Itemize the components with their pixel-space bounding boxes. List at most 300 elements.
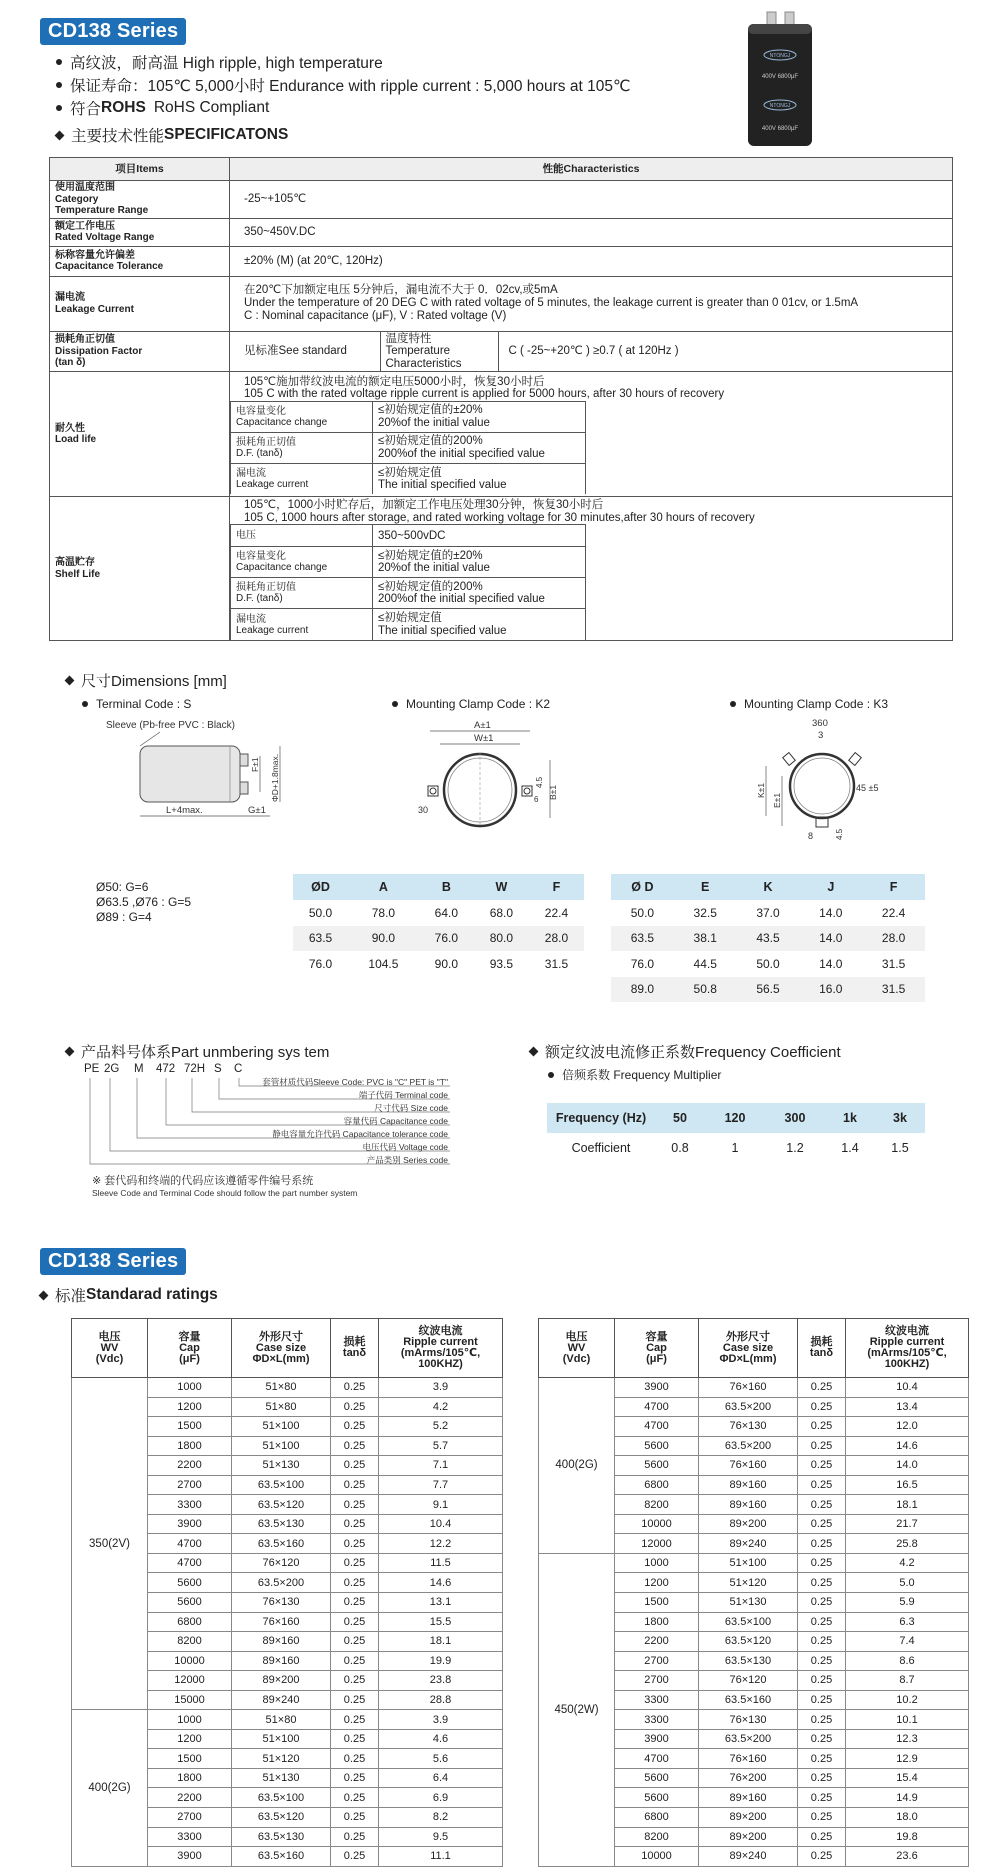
rating-cell: 10000 [615, 1847, 699, 1867]
rating-cell: 3900 [615, 1729, 699, 1749]
rating-cell: 0.25 [331, 1397, 379, 1417]
rating-cell: 89×200 [699, 1514, 798, 1534]
rating-cell: 0.25 [798, 1710, 846, 1730]
rohs-text: RoHS Compliant [153, 99, 270, 116]
shelf-life-value: 105℃，1000小时贮存后，加额定工作电压处理30分钟，恢复30小时后 105 C, 1000 hours after storage, and rated working voltage for 30 minutes,after 30 hours of recovery 电压 350~500vDC 电容量变化 Capacitance change ≤初始规定值的±20% 20%of the initial value 损耗角正切值 D.F. (tanδ) ≤初始规定值的200% 200%of the initial specified value 漏电流 Leakage current ≤初始规定值 The initial specified value [230, 497, 953, 641]
rating-cell: 5.6 [379, 1749, 503, 1769]
rating-cell: 89×240 [699, 1534, 798, 1554]
rating-cell: 1200 [615, 1573, 699, 1593]
rating-cell: 2700 [615, 1651, 699, 1671]
rating-cell: 0.25 [331, 1710, 379, 1730]
rohs-prefix: 符合 [70, 101, 102, 118]
df-temp: 温度特性 Temperature Characteristics [380, 332, 498, 372]
pn-label: 套管材质代码Sleeve Code: PVC is "C" PET is "T" [262, 1077, 448, 1087]
rating-cell: 7.7 [379, 1475, 503, 1495]
rating-cell: 63.5×120 [232, 1495, 331, 1515]
rating-cell: 5.2 [379, 1417, 503, 1437]
table-row: 89.0 50.8 56.5 16.0 31.5 [611, 977, 925, 1003]
col-header: F [862, 874, 925, 900]
rating-cell: 89×200 [699, 1827, 798, 1847]
spec-heading [56, 124, 288, 146]
rating-cell: 76×200 [699, 1768, 798, 1788]
capacitor-product-image [745, 10, 815, 148]
rating-cell: 2200 [148, 1456, 232, 1476]
rating-cell: 21.7 [846, 1514, 969, 1534]
rating-cell: 89×240 [699, 1847, 798, 1867]
table-row: 76.0 44.5 50.0 14.0 31.5 [630, 956, 906, 971]
rating-cell: 51×130 [699, 1593, 798, 1613]
k2-clamp-drawing [410, 718, 570, 843]
rating-cell: 12.3 [846, 1729, 969, 1749]
col-items: 项目Items [50, 158, 230, 181]
rating-cell: 12000 [615, 1534, 699, 1554]
rating-cell: 10.4 [379, 1514, 503, 1534]
rating-cell: 0.25 [331, 1593, 379, 1613]
rating-cell: 0.25 [331, 1417, 379, 1437]
rating-cell: 10000 [615, 1514, 699, 1534]
rating-cell: 2700 [615, 1671, 699, 1691]
col-header: Frequency (Hz) [547, 1103, 655, 1133]
col-header: 纹波电流 Ripple current (mArms/105℃, 100KHZ) [379, 1319, 503, 1378]
terminal-s-drawing [100, 716, 300, 836]
product-brand-text: NTONGJ [769, 53, 791, 59]
product-label-bottom: 400V 6800μF [761, 126, 799, 132]
rating-cell: 63.5×160 [232, 1847, 331, 1867]
dim-45-5: 45 ±5 [856, 783, 879, 793]
spec-item: 额定工作电压 Rated Voltage Range [50, 218, 230, 246]
rating-cell: 0.25 [331, 1514, 379, 1534]
rating-cell: 3.9 [379, 1710, 503, 1730]
ratings-series-badge: CD138 Series [40, 1248, 186, 1275]
rating-cell: 15.4 [846, 1768, 969, 1788]
rating-cell: 0.25 [331, 1749, 379, 1769]
feature-text: 高纹波，耐高温 High ripple, high temperature [70, 55, 383, 72]
g-note: Ø63.5 ,Ø76 : G=5 [96, 895, 192, 909]
rating-cell: 6800 [615, 1475, 699, 1495]
rating-cell: 8.7 [846, 1671, 969, 1691]
rating-cell: 51×80 [232, 1710, 331, 1730]
rating-cell: 19.8 [846, 1827, 969, 1847]
rating-cell: 18.1 [846, 1495, 969, 1515]
rating-cell: 0.25 [798, 1612, 846, 1632]
voltage-group: 400(2G) [539, 1378, 615, 1554]
g-notes [96, 880, 191, 925]
rating-cell: 0.25 [798, 1417, 846, 1437]
spec-item: 使用温度范围 Category Temperature Range [50, 181, 230, 219]
rating-cell: 10.2 [846, 1690, 969, 1710]
table-row [539, 1553, 969, 1573]
col-header: 损耗 tanδ [798, 1319, 846, 1378]
rating-cell: 12.0 [846, 1417, 969, 1437]
rating-cell: 51×100 [699, 1553, 798, 1573]
rating-cell: 0.25 [798, 1847, 846, 1867]
rating-cell: 5.7 [379, 1436, 503, 1456]
rating-cell: 0.25 [331, 1534, 379, 1554]
rating-cell: 63.5×120 [699, 1632, 798, 1652]
bullet-dot-icon [82, 701, 88, 707]
rating-cell: 28.8 [379, 1690, 503, 1710]
pn-note-cn: ※ 套代码和终端的代码应该遵循零件编号系统 [92, 1175, 314, 1187]
col-header: 电压 WV (Vdc) [72, 1319, 148, 1378]
col-header: 外形尺寸 Case size ΦD×L(mm) [699, 1319, 798, 1378]
rating-cell: 15.5 [379, 1612, 503, 1632]
rating-cell: 8200 [148, 1632, 232, 1652]
rating-cell: 0.25 [331, 1573, 379, 1593]
dim-4-5: 4.5 [835, 828, 844, 840]
spec-value: ±20% (M) (at 20℃, 120Hz) [230, 246, 953, 276]
dim-e1: E±1 [772, 792, 782, 808]
rating-cell: 5.0 [846, 1573, 969, 1593]
rating-cell: 1800 [615, 1612, 699, 1632]
rating-cell: 3300 [615, 1710, 699, 1730]
rating-cell: 14.0 [846, 1456, 969, 1476]
rating-cell: 3900 [148, 1514, 232, 1534]
dim-45: 4.5 [535, 776, 544, 788]
col-header: J [799, 874, 862, 900]
rating-cell: 25.8 [846, 1534, 969, 1554]
rating-cell: 1500 [615, 1593, 699, 1613]
rating-cell: 0.25 [331, 1847, 379, 1867]
col-header: K [737, 874, 800, 900]
rating-cell: 1000 [148, 1710, 232, 1730]
dim-l4: L+4max. [166, 805, 203, 816]
df-value [230, 331, 953, 372]
rating-cell: 0.25 [331, 1553, 379, 1573]
rating-cell: 19.9 [379, 1651, 503, 1671]
rating-cell: 12.2 [379, 1534, 503, 1554]
rating-cell: 0.25 [331, 1729, 379, 1749]
rating-cell: 9.5 [379, 1827, 503, 1847]
rating-cell: 63.5×160 [699, 1690, 798, 1710]
rating-cell: 51×120 [232, 1749, 331, 1769]
rating-cell: 76×130 [232, 1593, 331, 1613]
rating-cell: 76×160 [232, 1612, 331, 1632]
rating-cell: 5600 [148, 1573, 232, 1593]
rating-cell: 16.5 [846, 1475, 969, 1495]
rating-cell: 4700 [148, 1534, 232, 1554]
rating-cell: 51×100 [232, 1417, 331, 1437]
spec-heading-cn: 主要技术性能 [71, 128, 165, 145]
rating-cell: 0.25 [798, 1553, 846, 1573]
table-row: 50.0 78.0 64.0 68.0 22.4 [308, 905, 569, 920]
rating-cell: 10000 [148, 1651, 232, 1671]
pn-label: 产品类别 Series code [366, 1155, 448, 1165]
rating-cell: 1800 [148, 1436, 232, 1456]
col-header: 3k [875, 1103, 925, 1133]
rating-cell: 63.5×200 [699, 1397, 798, 1417]
pn-label: 端子代码 Terminal code [358, 1090, 448, 1100]
rating-cell: 51×80 [232, 1378, 331, 1398]
col-header: W [474, 874, 529, 900]
spec-item: 高温贮存 Shelf Life [50, 497, 230, 641]
col-header: 容量 Cap (μF) [148, 1319, 232, 1378]
dim-k1: K±1 [756, 782, 766, 798]
diamond-bullet-icon [65, 1047, 75, 1057]
dimension-table-k2 [293, 874, 584, 977]
table-row [539, 1378, 969, 1398]
rating-cell: 9.1 [379, 1495, 503, 1515]
diamond-bullet-icon [39, 1290, 49, 1300]
rating-cell: 4.2 [379, 1397, 503, 1417]
table-row: 76.0 104.5 90.0 93.5 31.5 [308, 956, 569, 971]
spec-item: 标称容量允许偏差 Capacitance Tolerance [50, 246, 230, 276]
rating-cell: 4700 [148, 1553, 232, 1573]
rating-cell: 89×200 [699, 1808, 798, 1828]
rating-cell: 0.25 [798, 1788, 846, 1808]
rating-cell: 0.25 [798, 1593, 846, 1613]
col-header: 120 [705, 1103, 765, 1133]
rating-cell: 0.25 [798, 1671, 846, 1691]
rating-cell: 0.25 [331, 1788, 379, 1808]
dim-d18: ΦD+1.8max. [270, 753, 280, 802]
terminal-code-label: Terminal Code : S [82, 697, 191, 711]
rating-cell: 11.1 [379, 1847, 503, 1867]
bullet-dot-icon [56, 105, 62, 111]
col-header: A [348, 874, 419, 900]
rating-cell: 0.25 [798, 1632, 846, 1652]
rating-cell: 1500 [148, 1749, 232, 1769]
dim-f1: F±1 [250, 757, 260, 772]
rating-cell: 3900 [148, 1847, 232, 1867]
diamond-bullet-icon [65, 676, 75, 686]
spec-item: 耐久性 Load life [50, 372, 230, 497]
rating-cell: 89×160 [232, 1651, 331, 1671]
dim-360: 360 [812, 718, 828, 729]
rating-cell: 1200 [148, 1397, 232, 1417]
rating-cell: 1000 [615, 1553, 699, 1573]
pn-code-m: M [134, 1063, 144, 1075]
rating-cell: 14.6 [379, 1573, 503, 1593]
pn-code-472: 472 [156, 1063, 176, 1075]
dim-30: 30 [418, 805, 429, 815]
df-standard: 见标准See standard [230, 332, 380, 372]
svg-text:NTONGJ: NTONGJ [769, 103, 791, 109]
rating-cell: 3300 [615, 1690, 699, 1710]
rating-cell: 0.25 [798, 1749, 846, 1769]
rating-cell: 2200 [615, 1632, 699, 1652]
col-header: 电压 WV (Vdc) [539, 1319, 615, 1378]
pn-code-c: C [234, 1063, 243, 1075]
rating-cell: 1500 [148, 1417, 232, 1437]
rating-cell: 0.25 [331, 1475, 379, 1495]
rating-cell: 7.1 [379, 1456, 503, 1476]
spec-value: 350~450V.DC [230, 218, 953, 246]
dim-8: 8 [808, 831, 814, 841]
rating-cell: 89×160 [699, 1788, 798, 1808]
dim-g1: G±1 [248, 805, 266, 816]
load-life-value: 105℃施加带纹波电流的额定电压5000小时，恢复30小时后 105 C with the rated voltage ripple current is applied for 5000 hours, after 30 hours of recovery 电容量变化 Capacitance change ≤初始规定值的±20% 20%of the initial value 损耗角正切值 D.F. (tanδ) ≤初始规定值的200% 200%of the initial specified value 漏电流 Leakage current ≤初始规定值 The initial specified value [230, 372, 953, 497]
rating-cell: 0.25 [331, 1612, 379, 1632]
ratings-heading: 标准 Standarad ratings [40, 1284, 218, 1306]
rating-cell: 4700 [615, 1417, 699, 1437]
rating-cell: 0.25 [331, 1632, 379, 1652]
col-header: 损耗 tanδ [331, 1319, 379, 1378]
diamond-bullet-icon [55, 130, 65, 140]
rating-cell: 12000 [148, 1671, 232, 1691]
rating-cell: 8200 [615, 1495, 699, 1515]
table-row [72, 1710, 503, 1730]
rating-cell: 2700 [148, 1475, 232, 1495]
rating-cell: 1200 [148, 1729, 232, 1749]
bullet-dot-icon [730, 701, 736, 707]
rating-cell: 10.1 [846, 1710, 969, 1730]
spec-item: 损耗角正切值 Dissipation Factor (tan δ) [50, 331, 230, 372]
col-header: 50 [655, 1103, 705, 1133]
rating-cell: 8.6 [846, 1651, 969, 1671]
rating-cell: 5600 [148, 1593, 232, 1613]
rating-cell: 51×80 [232, 1397, 331, 1417]
rating-cell: 89×200 [232, 1671, 331, 1691]
rating-cell: 63.5×100 [699, 1612, 798, 1632]
rating-cell: 0.25 [798, 1827, 846, 1847]
series-badge: CD138 Series [40, 18, 186, 45]
rating-cell: 8.2 [379, 1808, 503, 1828]
rating-cell: 6800 [148, 1612, 232, 1632]
sleeve-label: Sleeve (Pb-free PVC : Black) [106, 720, 235, 731]
rating-cell: 76×130 [699, 1417, 798, 1437]
rating-cell: 0.25 [331, 1378, 379, 1398]
rating-cell: 23.6 [846, 1847, 969, 1867]
rating-cell: 0.25 [331, 1827, 379, 1847]
bullet-dot-icon [56, 59, 62, 65]
rating-cell: 0.25 [798, 1534, 846, 1554]
dim-b1: B±1 [548, 784, 558, 800]
col-header: ØD [293, 874, 348, 900]
rohs-bold: ROHS [101, 99, 146, 116]
rating-cell: 15000 [148, 1690, 232, 1710]
rating-cell: 12.9 [846, 1749, 969, 1769]
rating-cell: 51×130 [232, 1456, 331, 1476]
rating-cell: 0.25 [331, 1495, 379, 1515]
col-header: E [674, 874, 737, 900]
rating-cell: 0.25 [798, 1651, 846, 1671]
rating-cell: 63.5×130 [232, 1514, 331, 1534]
rating-cell: 13.1 [379, 1593, 503, 1613]
rating-cell: 0.25 [331, 1690, 379, 1710]
rating-cell: 0.25 [331, 1651, 379, 1671]
spec-heading-en: SPECIFICATONS [164, 126, 289, 143]
feature-bullet [56, 74, 630, 96]
rating-cell: 10.4 [846, 1378, 969, 1398]
rating-cell: 51×130 [232, 1768, 331, 1788]
rating-cell: 0.25 [331, 1768, 379, 1788]
pn-code-2g: 2G [104, 1063, 120, 1075]
rating-cell: 3300 [148, 1495, 232, 1515]
rating-cell: 3.9 [379, 1378, 503, 1398]
rating-cell: 3900 [615, 1378, 699, 1398]
rating-cell: 4700 [615, 1397, 699, 1417]
table-row: 63.5 90.0 76.0 80.0 28.0 [293, 926, 584, 952]
leakage-value: 在20℃下加额定电压 5分钟后，漏电流不大于 0．02cv,或5mA Under the temperature of 20 DEG C with rated voltage of 5 minutes, the leakage current is greater than 0 01cv, or 1.5mA C : Nominal capacitance (μF), V : Rated voltage (V) [230, 276, 953, 331]
feature-bullet [56, 97, 269, 119]
rating-cell: 76×120 [232, 1553, 331, 1573]
col-header: 容量 Cap (μF) [615, 1319, 699, 1378]
rating-cell: 23.8 [379, 1671, 503, 1691]
rating-cell: 0.25 [798, 1495, 846, 1515]
rating-cell: 4700 [615, 1749, 699, 1769]
frequency-sub: 倍频系数 Frequency Multiplier [548, 1066, 721, 1083]
rating-cell: 6.9 [379, 1788, 503, 1808]
product-label-top: 400V 6800μF [761, 74, 799, 80]
dim-a1: A±1 [474, 720, 491, 731]
g-note: Ø89 : G=4 [96, 910, 152, 924]
rating-cell: 4.6 [379, 1729, 503, 1749]
frequency-heading: 额定纹波电流修正系数Frequency Coefficient [530, 1041, 841, 1062]
rating-cell: 0.25 [798, 1768, 846, 1788]
table-row [72, 1378, 503, 1398]
rating-cell: 0.25 [798, 1397, 846, 1417]
rating-cell: 89×160 [232, 1632, 331, 1652]
table-row: 63.5 38.1 43.5 14.0 28.0 [611, 926, 925, 952]
rating-cell: 51×100 [232, 1729, 331, 1749]
rating-cell: 0.25 [331, 1808, 379, 1828]
rating-cell: 5600 [615, 1456, 699, 1476]
rating-cell: 18.0 [846, 1808, 969, 1828]
rating-cell: 0.25 [798, 1729, 846, 1749]
rating-cell: 2700 [148, 1808, 232, 1828]
feature-bullet [56, 51, 383, 73]
rating-cell: 76×160 [699, 1378, 798, 1398]
rating-cell: 89×160 [699, 1495, 798, 1515]
pn-label: 容量代码 Capacitance code [343, 1116, 448, 1126]
k3-clamp-drawing [752, 716, 912, 844]
rating-cell: 51×120 [699, 1573, 798, 1593]
rating-cell: 1000 [148, 1378, 232, 1398]
rating-cell: 63.5×200 [232, 1573, 331, 1593]
col-characteristics: 性能Characteristics [230, 158, 953, 181]
rating-cell: 0.25 [331, 1671, 379, 1691]
part-number-heading: 产品料号体系Part unmbering sys tem [66, 1041, 329, 1062]
table-row: Coefficient 0.8 1 1.2 1.4 1.5 [571, 1141, 909, 1155]
k3-code-label: Mounting Clamp Code : K3 [730, 697, 888, 711]
col-header: 纹波电流 Ripple current (mArms/105℃, 100KHZ) [846, 1319, 969, 1378]
rating-cell: 63.5×120 [232, 1808, 331, 1828]
voltage-group: 350(2V) [72, 1378, 148, 1710]
rating-cell: 0.25 [798, 1378, 846, 1398]
rating-cell: 5.9 [846, 1593, 969, 1613]
dimensions-heading: 尺寸Dimensions [mm] [66, 670, 227, 691]
df-condition: C ( -25~+20℃ ) ≥0.7 ( at 120Hz ) [508, 345, 679, 357]
k2-code-label: Mounting Clamp Code : K2 [392, 697, 550, 711]
rating-cell: 5600 [615, 1436, 699, 1456]
g-note: Ø50: G=6 [96, 880, 149, 894]
rating-cell: 13.4 [846, 1397, 969, 1417]
rating-cell: 2200 [148, 1788, 232, 1808]
rating-cell: 76×120 [699, 1671, 798, 1691]
rating-cell: 63.5×100 [232, 1788, 331, 1808]
rating-cell: 76×130 [699, 1710, 798, 1730]
rating-cell: 11.5 [379, 1553, 503, 1573]
rating-cell: 63.5×160 [232, 1534, 331, 1554]
rating-cell: 18.1 [379, 1632, 503, 1652]
rating-cell: 89×240 [232, 1690, 331, 1710]
rating-cell: 1800 [148, 1768, 232, 1788]
rating-cell: 5600 [615, 1768, 699, 1788]
bullet-dot-icon [548, 1072, 554, 1078]
dim-6: 6 [534, 795, 539, 804]
rating-cell: 0.25 [798, 1573, 846, 1593]
pn-code-pe: PE [84, 1063, 100, 1075]
pn-label: 静电容量允许代码 Capacitance tolerance code [272, 1129, 448, 1139]
rating-cell: 51×100 [232, 1436, 331, 1456]
dim-w1: W±1 [474, 733, 494, 744]
specifications-table [49, 157, 953, 641]
rating-cell: 7.4 [846, 1632, 969, 1652]
voltage-group: 450(2W) [539, 1553, 615, 1866]
pn-code-72h: 72H [184, 1063, 206, 1075]
col-header: B [419, 874, 474, 900]
dimension-table-k3 [611, 874, 925, 1002]
